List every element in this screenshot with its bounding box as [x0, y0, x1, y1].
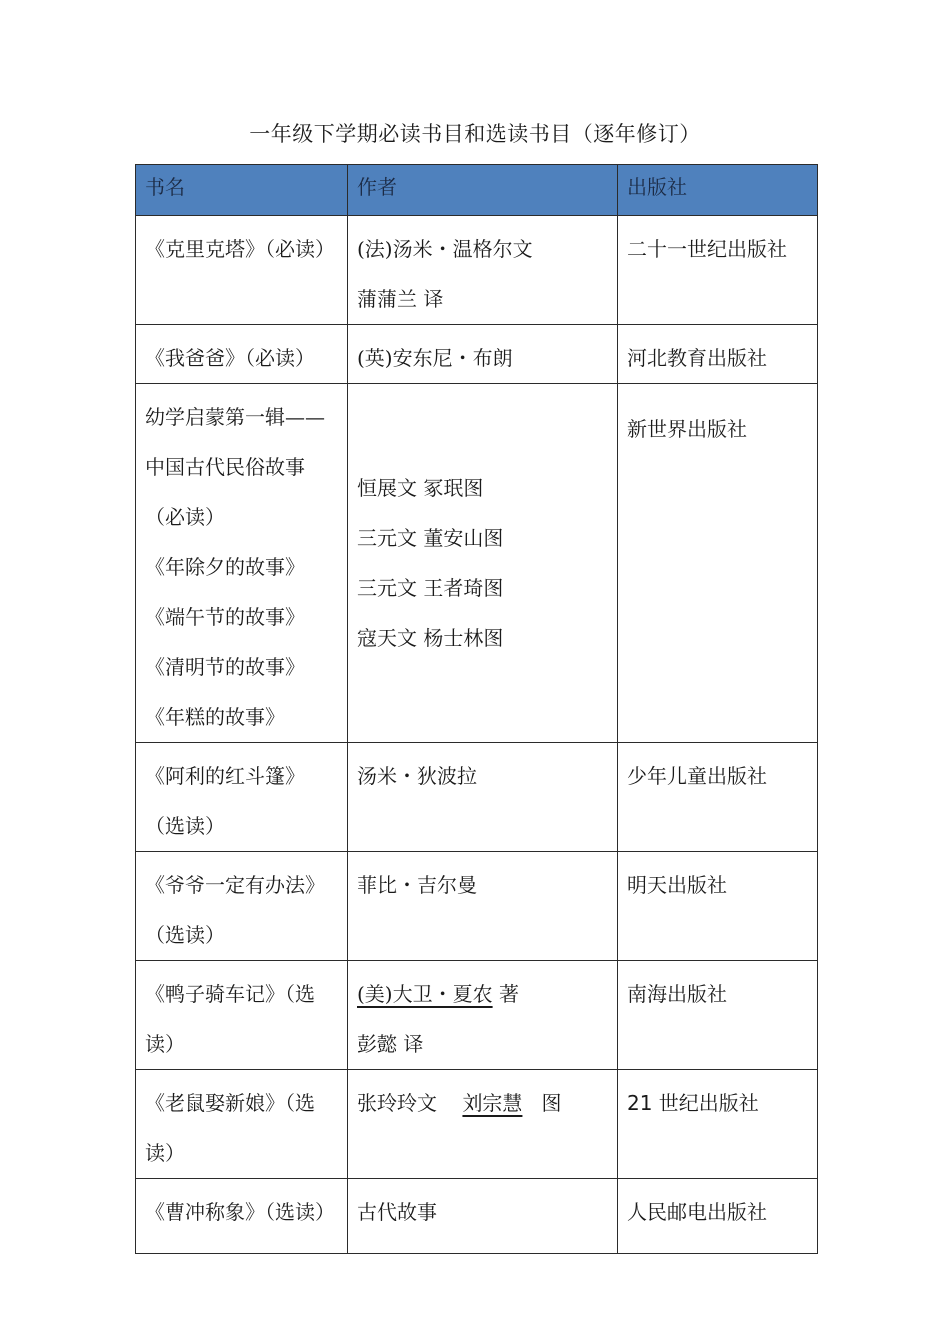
book-name-cell: 《爷爷一定有办法》 （选读） [136, 852, 348, 961]
author-cell: (法)汤米・温格尔文 蒲蒲兰 译 [348, 216, 618, 325]
header-publisher: 出版社 [618, 165, 818, 216]
author-cell: 汤米・狄波拉 [348, 743, 618, 852]
book-name-cell: 《我爸爸》（必读） [136, 325, 348, 384]
table-row [136, 852, 818, 961]
illustrator-name-underlined: 刘宗慧 [462, 1091, 523, 1115]
table-header-row [136, 165, 818, 216]
table-row [136, 1179, 818, 1254]
header-author: 作者 [348, 165, 618, 216]
table-row [136, 216, 818, 325]
table-row [136, 961, 818, 1070]
author-name-underlined: (美)大卫・夏农 [357, 982, 493, 1006]
publisher-cell: 21 世纪出版社 [618, 1070, 818, 1179]
author-cell: 恒展文 冢珉图 三元文 董安山图 三元文 王者琦图 寇天文 杨士林图 [348, 384, 618, 743]
author-cell: 菲比・吉尔曼 [348, 852, 618, 961]
publisher-cell: 河北教育出版社 [618, 325, 818, 384]
book-name-cell: 幼学启蒙第一辑—— 中国古代民俗故事 （必读） 《年除夕的故事》 《端午节的故事》 《清明节的故事》 《年糕的故事》 [136, 384, 348, 743]
book-name-cell: 《阿利的红斗篷》 （选读） [136, 743, 348, 852]
page-title: 一年级下学期必读书目和选读书目（逐年修订） [249, 122, 701, 146]
publisher-cell: 二十一世纪出版社 [618, 216, 818, 325]
author-cell: (英)安东尼・布朗 [348, 325, 618, 384]
table-row [136, 743, 818, 852]
book-name-cell: 《老鼠娶新娘》（选 读） [136, 1070, 348, 1179]
header-book-name: 书名 [136, 165, 348, 216]
author-cell: 张玲玲文 刘宗慧 图 [348, 1070, 618, 1179]
publisher-cell: 明天出版社 [618, 852, 818, 961]
table-row [136, 384, 818, 743]
publisher-cell: 人民邮电出版社 [618, 1179, 818, 1254]
publisher-cell: 南海出版社 [618, 961, 818, 1070]
book-name-cell: 《曹冲称象》（选读） [136, 1179, 348, 1254]
book-name-cell: 《克里克塔》（必读） [136, 216, 348, 325]
book-name-cell: 《鸭子骑车记》（选 读） [136, 961, 348, 1070]
publisher-cell: 新世界出版社 [618, 384, 818, 743]
publisher-cell: 少年儿童出版社 [618, 743, 818, 852]
table-row [136, 325, 818, 384]
book-list-table [135, 164, 818, 1254]
author-cell: 古代故事 [348, 1179, 618, 1254]
author-cell: (美)大卫・夏农 著 彭懿 译 [348, 961, 618, 1070]
table-row [136, 1070, 818, 1179]
